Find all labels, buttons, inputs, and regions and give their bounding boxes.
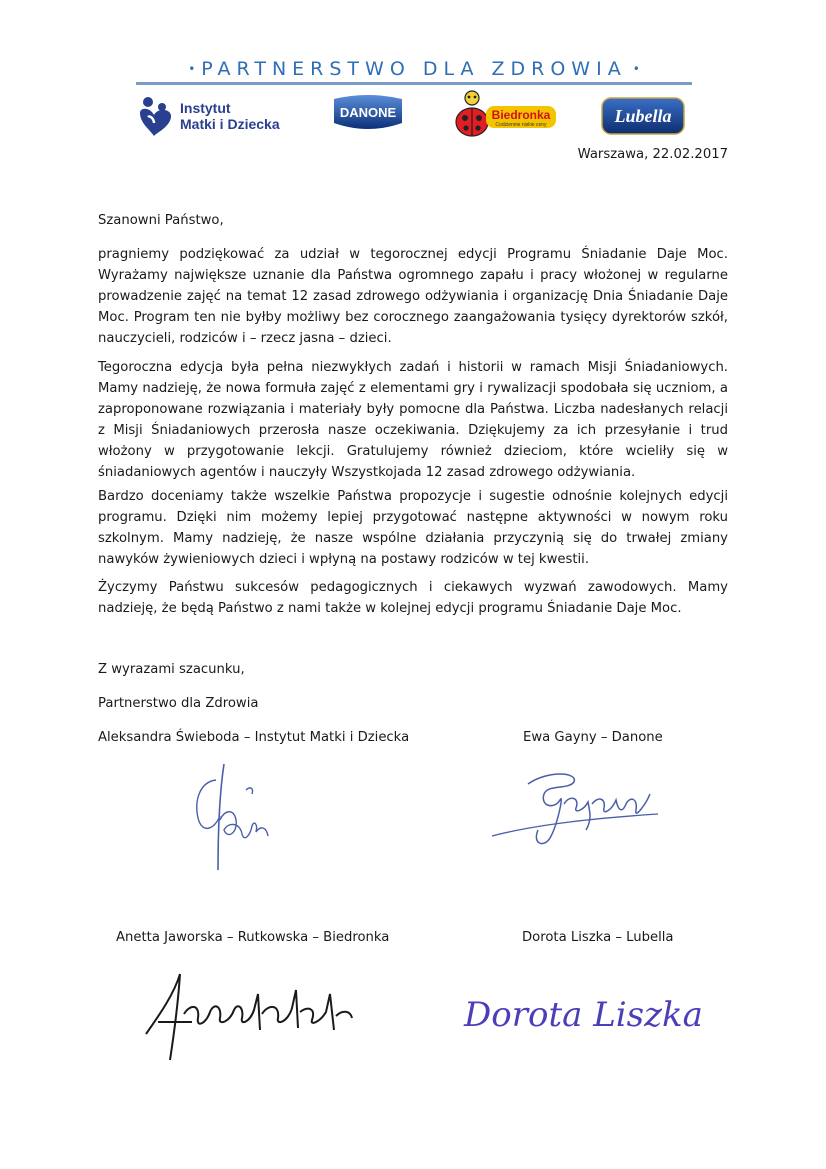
paragraph-3: Bardzo doceniamy także wszelkie Państwa propozycje i sugestie odnośnie kolejnych edycji programu. Dzięki nim możemy lepiej przygotować następne aktywności w nowym roku szkolnym. Mamy nadzieję, że nasze wspólne działania przyczynią się do trwałej zmiany nawyków żywieniowych dzieci i wpłyną na postawy rodziców w tej kwestii. [98,489,728,567]
lubella-logo-icon [600,96,686,136]
svg-text:Biedronka: Biedronka [491,108,551,122]
signatory-name: Ewa Gayny – Danone [523,730,663,745]
bullet-dot: • [632,62,640,76]
svg-text:Dorota Liszka: Dorota Liszka [464,995,703,1035]
header-title-text: PARTNERSTWO DLA ZDROWIA [201,58,627,80]
paragraph-4: Życzymy Państwu sukcesów pedagogicznych i ciekawych wyzwań zawodowych. Mamy nadzieję, że będą Państwo z nami także w kolejnej edycji programu Śniadanie Daje Moc. [98,580,728,616]
svg-text:Codziennie niskie ceny: Codziennie niskie ceny [495,122,547,128]
logo-danone [330,93,406,133]
header-rule [136,82,692,85]
signature-dorota-liszka [458,984,748,1044]
greeting: Szanowni Państwo, [98,213,224,228]
signatory-name: Aleksandra Świeboda – Instytut Matki i Dziecka [98,730,410,745]
logo-instytut-matki-i-dziecka [138,93,298,139]
signature-aleksandra-swieboda [180,760,280,880]
paragraph-1: pragniemy podziękować za udział w tegorocznej edycji Programu Śniadanie Daje Moc. Wyrażamy największe uznanie dla Państwa ogromnego zapału i pracy włożonej w regularne prowadzenie zajęć na temat 12 zasad zdrowego odżywiania i organizację Dnia Śniadanie Daje Moc. Program ten nie byłby możliwy bez corocznego zaangażowania tysięcy dyrektorów szkół, nauczycieli, rodziców i – rzecz jasna – dzieci. [98,247,728,346]
closing: Z wyrazami szacunku, [98,662,245,677]
letter-date: Warszawa, 22.02.2017 [577,147,728,162]
signatory-name: Anetta Jaworska – Rutkowska – Biedronka [116,930,390,945]
organization-name: Partnerstwo dla Zdrowia [98,696,259,711]
bullet-dot: • [188,62,196,76]
biedronka-ladybug-icon [452,88,560,140]
header-title [136,56,692,82]
signatory-name: Dorota Liszka – Lubella [522,930,674,945]
paragraph-2: Tegoroczna edycja była pełna niezwykłych zadań i historii w ramach Misji Śniadaniowych. Mamy nadzieję, że nowa formuła zajęć z elementami gry i rywalizacji spodobała się uczniom, a zaproponowane rozwiązania i materiały były pomocne dla Państwa. Liczba nadesłanych relacji z Misji Śniadaniowych przerosła nasze oczekiwania. Dziękujemy za ich przesyłanie i trud włożony w przygotowanie lekcji. Gratulujemy również dzieciom, które wcieliły się w śniadaniowych agentów i nauczyły Wszystkojada 12 zasad zdrowego odżywiania. [98,360,728,480]
svg-text:DANONE: DANONE [339,105,397,120]
logo-lubella [600,96,686,136]
signature-anetta-jaworska-rutkowska [140,964,360,1064]
instytut-logo-text: Instytut Matki i Dziecka [180,100,280,132]
svg-text:Lubella: Lubella [614,106,672,126]
logo-biedronka [452,88,560,140]
danone-logo-icon [330,93,406,133]
signature-ewa-gayny [488,764,668,854]
instytut-heart-icon [138,95,174,137]
